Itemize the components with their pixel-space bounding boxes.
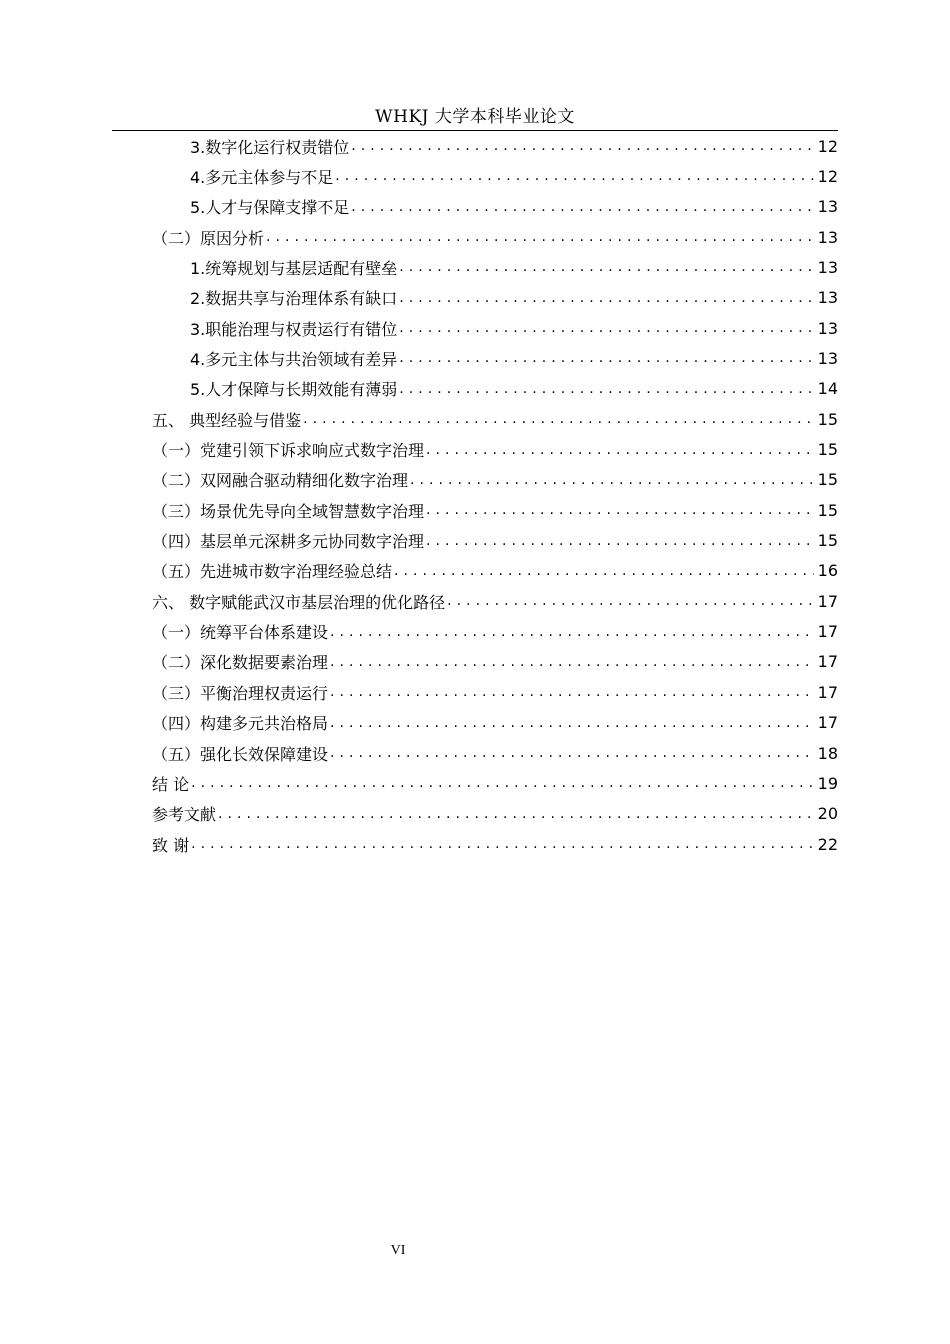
toc-entry[interactable] bbox=[152, 677, 838, 707]
toc-entry-page: 17 bbox=[817, 591, 838, 611]
toc-entry[interactable] bbox=[190, 252, 838, 282]
toc-entry-title: （四）构建多元共治格局 bbox=[152, 714, 329, 734]
toc-entry-page: 22 bbox=[817, 834, 838, 854]
toc-entry-page: 15 bbox=[817, 500, 838, 520]
toc-leader-dots bbox=[191, 834, 814, 854]
toc-entry[interactable] bbox=[152, 222, 838, 252]
page-number: VI bbox=[390, 1243, 406, 1258]
toc-entry-title: 3.职能治理与权责运行有错位 bbox=[190, 319, 398, 339]
toc-entry-page: 13 bbox=[817, 197, 838, 217]
toc-leader-dots bbox=[266, 227, 814, 247]
toc-entry-page: 16 bbox=[817, 561, 838, 581]
toc-entry[interactable] bbox=[190, 283, 838, 313]
toc-entry-page: 12 bbox=[817, 136, 838, 156]
toc-entry-page: 13 bbox=[817, 288, 838, 308]
toc-leader-dots bbox=[426, 531, 814, 551]
toc-entry-title: 4.多元主体参与不足 bbox=[190, 167, 334, 187]
toc-entry[interactable] bbox=[152, 768, 838, 798]
toc-entry[interactable] bbox=[190, 343, 838, 373]
toc-entry-title: 2.数据共享与治理体系有缺口 bbox=[190, 289, 398, 309]
toc-entry[interactable] bbox=[152, 586, 838, 616]
toc-leader-dots bbox=[191, 773, 814, 793]
toc-entry-title: 五、 典型经验与借鉴 bbox=[152, 410, 302, 430]
toc-entry-page: 15 bbox=[817, 470, 838, 490]
toc-entry-page: 13 bbox=[817, 318, 838, 338]
toc-leader-dots bbox=[399, 318, 813, 338]
toc-leader-dots bbox=[330, 622, 814, 642]
toc-entry-title: 致 谢 bbox=[152, 835, 190, 855]
toc-entry-title: （四）基层单元深耕多元协同数字治理 bbox=[152, 532, 425, 552]
toc-entry-page: 15 bbox=[817, 409, 838, 429]
toc-entry-title: 3.数字化运行权责错位 bbox=[190, 137, 350, 157]
toc-leader-dots bbox=[426, 500, 814, 520]
toc-entry[interactable] bbox=[152, 556, 838, 586]
toc-entry-title: （三）平衡治理权责运行 bbox=[152, 683, 329, 703]
toc-entry-title: （五）先进城市数字治理经验总结 bbox=[152, 562, 393, 582]
toc-entry-page: 17 bbox=[817, 713, 838, 733]
toc-entry[interactable] bbox=[152, 404, 838, 434]
toc-leader-dots bbox=[394, 561, 814, 581]
toc-leader-dots bbox=[330, 652, 814, 672]
toc-entry[interactable] bbox=[152, 708, 838, 738]
toc-entry-title: （五）强化长效保障建设 bbox=[152, 744, 329, 764]
toc-entry-page: 13 bbox=[817, 348, 838, 368]
toc-entry-title: （二）原因分析 bbox=[152, 228, 265, 248]
toc-entry-title: 5.人才与保障支撑不足 bbox=[190, 198, 350, 218]
toc-leader-dots bbox=[426, 440, 814, 460]
running-header bbox=[112, 104, 838, 131]
toc-entry-title: 1.统筹规划与基层适配有壁垒 bbox=[190, 258, 398, 278]
toc-entry-page: 12 bbox=[817, 166, 838, 186]
toc-entry-page: 17 bbox=[817, 652, 838, 672]
toc-entry[interactable] bbox=[190, 192, 838, 222]
toc-entry-page: 17 bbox=[817, 622, 838, 642]
toc-entry[interactable] bbox=[152, 829, 838, 859]
toc-entry-title: 参考文献 bbox=[152, 805, 217, 825]
toc-entry[interactable] bbox=[152, 799, 838, 829]
toc-entry[interactable] bbox=[190, 131, 838, 161]
toc-entry[interactable] bbox=[152, 738, 838, 768]
toc-entry[interactable] bbox=[152, 617, 838, 647]
toc-entry-title: 5.人才保障与长期效能有薄弱 bbox=[190, 380, 398, 400]
toc-entry-title: 六、 数字赋能武汉市基层治理的优化路径 bbox=[152, 592, 446, 612]
toc-entry-title: （一）统筹平台体系建设 bbox=[152, 623, 329, 643]
toc-leader-dots bbox=[447, 591, 814, 611]
toc-entry[interactable] bbox=[152, 647, 838, 677]
toc-leader-dots bbox=[410, 470, 814, 490]
toc-leader-dots bbox=[218, 804, 814, 824]
toc-leader-dots bbox=[399, 257, 813, 277]
toc-entry-page: 15 bbox=[817, 531, 838, 551]
toc-entry-page: 14 bbox=[817, 379, 838, 399]
toc-leader-dots bbox=[351, 197, 813, 217]
toc-entry-title: 结 论 bbox=[152, 774, 190, 794]
toc-entry-title: （三）场景优先导向全域智慧数字治理 bbox=[152, 501, 425, 521]
toc-entry-page: 13 bbox=[817, 257, 838, 277]
toc-entry-page: 18 bbox=[817, 743, 838, 763]
toc-entry[interactable] bbox=[190, 374, 838, 404]
toc-entry-title: （一）党建引领下诉求响应式数字治理 bbox=[152, 441, 425, 460]
toc-entry[interactable] bbox=[190, 161, 838, 191]
toc-leader-dots bbox=[330, 743, 814, 763]
toc-leader-dots bbox=[399, 288, 813, 308]
toc-entry-title: （二）深化数据要素治理 bbox=[152, 653, 329, 673]
toc-leader-dots bbox=[330, 713, 814, 733]
toc-entry-title: （二）双网融合驱动精细化数字治理 bbox=[152, 471, 409, 491]
toc-entry-page: 20 bbox=[817, 804, 838, 824]
toc-entry-page: 15 bbox=[817, 440, 838, 459]
toc-leader-dots bbox=[399, 348, 813, 368]
toc-entry-title: 4.多元主体与共治领域有差异 bbox=[190, 349, 398, 369]
toc-entry-page: 13 bbox=[817, 227, 838, 247]
toc-leader-dots bbox=[399, 379, 813, 399]
toc-entry-page: 17 bbox=[817, 682, 838, 702]
header-title: WHKJ 大学本科毕业论文 bbox=[375, 107, 575, 127]
toc-entry[interactable] bbox=[152, 526, 838, 556]
toc-leader-dots bbox=[303, 409, 814, 429]
toc-leader-dots bbox=[330, 682, 814, 702]
toc-entry[interactable] bbox=[190, 313, 838, 343]
toc-leader-dots bbox=[351, 136, 813, 156]
toc-entry[interactable] bbox=[152, 465, 838, 495]
toc-entry-page: 19 bbox=[817, 773, 838, 793]
toc-leader-dots bbox=[335, 166, 813, 186]
toc-entry[interactable] bbox=[152, 435, 838, 465]
toc-entry[interactable] bbox=[152, 495, 838, 525]
